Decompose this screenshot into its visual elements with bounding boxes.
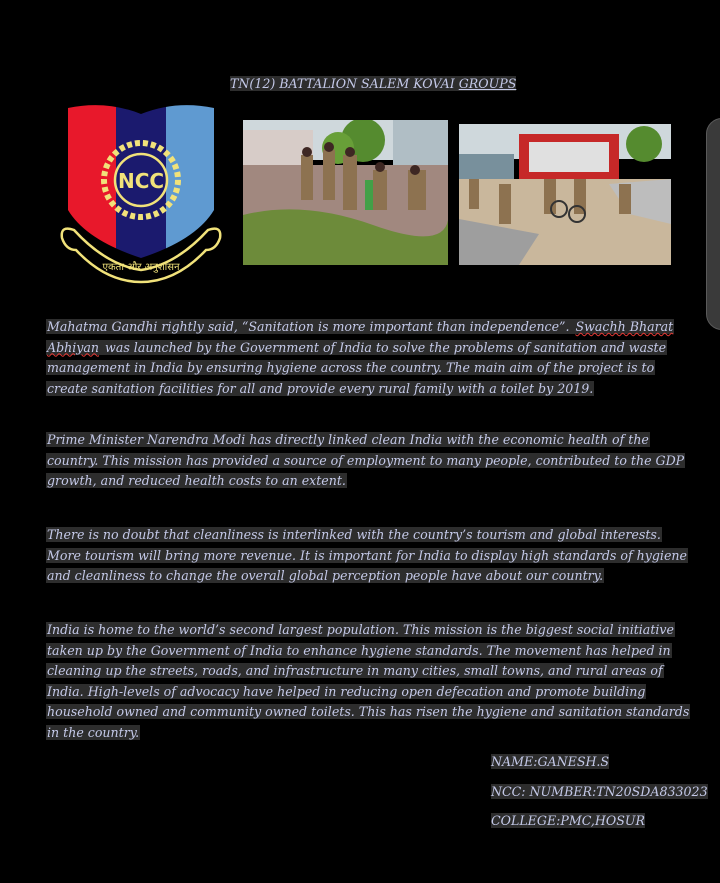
abhiyan-link: Abhiyan xyxy=(47,339,100,355)
paragraph-sanitation xyxy=(46,316,692,398)
ncc-emblem-icon xyxy=(56,100,226,285)
paragraph-tourism xyxy=(46,524,692,586)
paragraph-4-text: India is home to the world’s second largest population. This mission is the biggest social initiative taken up by the Government of India to enhance hygiene standards. The movement has helped in cleaning up the streets, roads, and infrastructure in many cities, small towns, and rural areas of India. High-levels of advocacy have helped in reducing open defecation and promote building household owned and community owned toilets. This has risen the hygiene and sanitation standards in the country. xyxy=(47,622,690,740)
paragraph-population xyxy=(46,619,692,743)
document-title xyxy=(230,73,516,94)
signature-name: NAME:GANESH.S xyxy=(491,754,610,769)
motto-text: एकता और अनुशासन xyxy=(102,262,180,273)
signature-college: COLLEGE:PMC,HOSUR xyxy=(491,813,645,828)
side-scroll-handle[interactable] xyxy=(706,118,720,330)
paragraph-economy xyxy=(46,429,692,491)
emblem-text: NCC xyxy=(117,169,165,193)
title-link[interactable]: GROUPS xyxy=(458,76,517,91)
swachh-bharat-link: Swachh Bharat xyxy=(575,319,674,334)
ncc-logo xyxy=(56,100,226,285)
paragraph-1-intro: Mahatma Gandhi rightly said, “Sanitation is more important than independence”. xyxy=(47,319,574,334)
cadets-cleaning-photo xyxy=(243,120,448,265)
paragraph-2-text: Prime Minister Narendra Modi has directly linked clean India with the economic health of the country. This mission has provided a source of employment to many people, contributed to the GDP growth, and reduced health costs to an extent. xyxy=(47,432,685,489)
cadets-road-cleaning-photo xyxy=(459,124,671,265)
paragraph-1-body: was launched by the Government of India to solve the problems of sanitation and waste management in India by ensuring hygiene across the country. The main aim of the project is to create sanitation facilities for all and provide every rural family with a toilet by 2019. xyxy=(47,339,667,396)
signature-ncc-number: NCC: NUMBER:TN20SDA833023 xyxy=(491,784,708,799)
title-text: TN(12) BATTALION SALEM KOVAI xyxy=(230,76,459,91)
paragraph-3-text: There is no doubt that cleanliness is interlinked with the country’s tourism and global interests. More tourism will bring more revenue. It is important for India to display high standards of hygiene and cleanliness to change the overall global perception people have about our country. xyxy=(47,527,687,584)
